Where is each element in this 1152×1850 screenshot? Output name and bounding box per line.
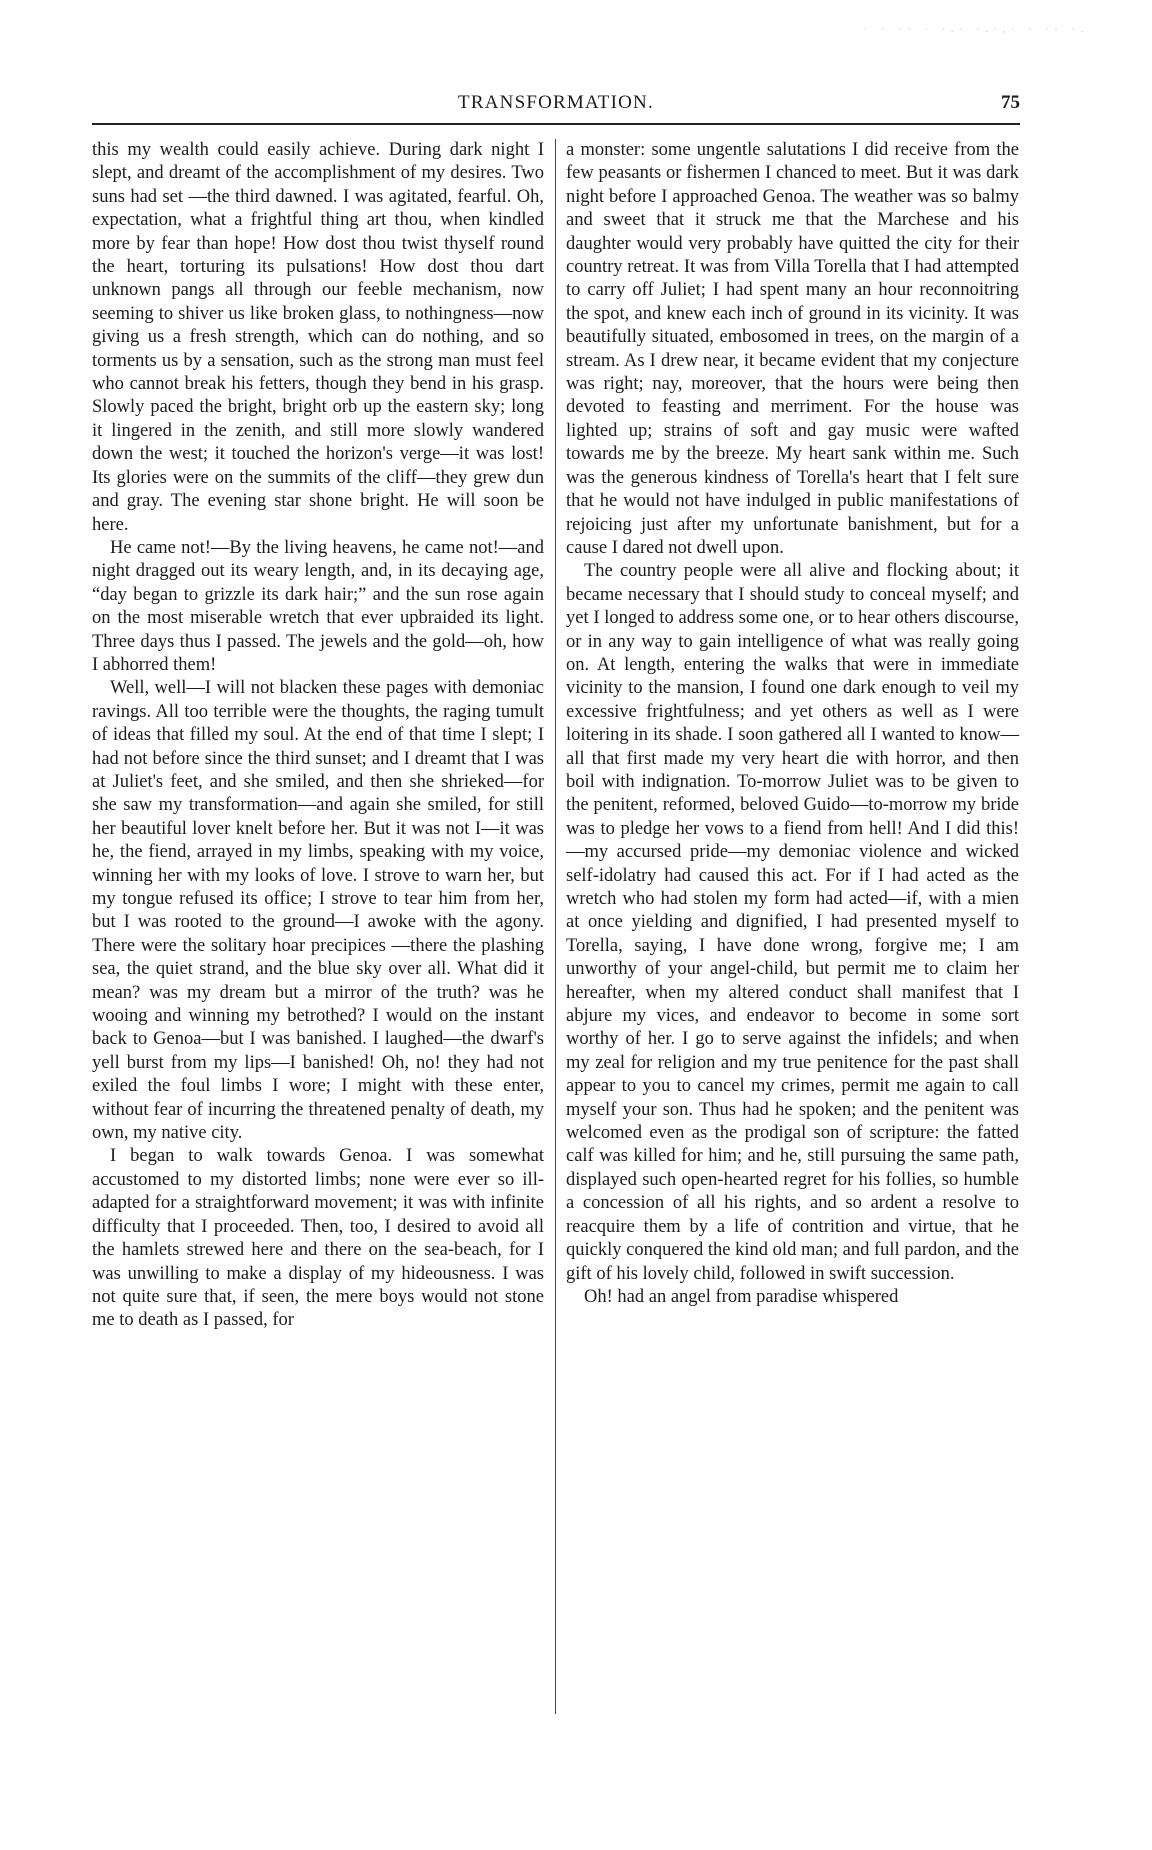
page-number: 75 xyxy=(1001,92,1020,113)
running-title: TRANSFORMATION. xyxy=(458,92,654,113)
paragraph: I began to walk towards Genoa. I was somewhat accustomed to my distorted limbs; none were ever so ill-adapted for a straightforward movement; it was with infinite difficulty that I proceeded. Then, too, I desired to avoid all the hamlets strewed here and there on the sea-beach, for I was unwilling to make a display of my hideousness. I was not quite sure that, if seen, the mere boys would not stone me to death as I passed, for xyxy=(92,1146,544,1331)
paragraph: He came not!—By the living heavens, he came not!—and night dragged out its weary length, and, in its decaying age, “day began to grizzle its dark hair;” and the sun rose again on the most miserable wretch that ever upbraided its light. Three days thus I passed. The jewels and the gold—oh, how I abhorred them! xyxy=(92,537,544,675)
page-header xyxy=(92,92,1020,120)
header-rule xyxy=(92,123,1020,125)
right-column xyxy=(566,139,1019,1309)
left-column xyxy=(92,139,544,1333)
paragraph: this my wealth could easily achieve. During dark night I slept, and dreamt of the accomplishment of my desires. Two suns had set —the third dawned. I was agitated, fearful. Oh, expectation, what a frightful thing art thou, when kindled more by fear than hope! How dost thou twist thyself round the heart, torturing its pulsations! How dost thou dart unknown pangs all through our feeble mechanism, now seeming to shiver us like broken glass, to nothingness—now giving us a fresh strength, which can do nothing, and so torments us by a sensation, such as the strong man must feel who cannot break his fetters, though they bend in his grasp. Slowly paced the bright, bright orb up the eastern sky; long it lingered in the zenith, and still more slowly wandered down the west; it touched the horizon's verge—it was lost! Its glories were on the summits of the cliff—they grew dun and gray. The evening star shone bright. He will soon be here. xyxy=(92,140,544,535)
paragraph: Oh! had an angel from paradise whispered xyxy=(584,1286,899,1307)
paragraph: a monster: some ungentle salutations I did receive from the few peasants or fishermen I chanced to meet. But it was dark night before I approached Genoa. The weather was so balmy and sweet that it struck me that the Marchese and his daughter would very probably have quitted the city for their country retreat. It was from Villa Torella that I had attempted to carry off Juliet; I had spent many an hour reconnoitring the spot, and knew each inch of ground in its vicinity. It was beautifully situated, embosomed in trees, on the margin of a stream. As I drew near, it became evident that my conjecture was right; nay, moreover, that the hours were being then devoted to feasting and merriment. For the house was lighted up; strains of soft and gay music were wafted towards me by the breeze. My heart sank within me. Such was the generous kindness of Torella's heart that I felt sure that he would not have indulged in public manifestations of rejoicing just after my unfortunate banishment, but for a cause I dared not dwell upon. xyxy=(566,140,1019,558)
paragraph: Well, well—I will not blacken these pages with demoniac ravings. All too terrible were the thoughts, the raging tumult of ideas that filled my soul. At the end of that time I slept; I had not before since the third sunset; and I dreamt that I was at Juliet's feet, and she smiled, and then she shrieked—for she saw my transformation—and again she smiled, for still her beautiful lover knelt before her. But it was not I—it was he, the fiend, arrayed in my limbs, speaking with my voice, winning her with my looks of love. I strove to warn her, but my tongue refused its office; I strove to tear him from her, but I was rooted to the ground—I awoke with the agony. There were the solitary hoar precipices —there the plashing sea, the quiet strand, and the blue sky over all. What did it mean? was my dream but a mirror of the truth? was he wooing and winning my betrothed? I would on the instant back to Genoa—but I was banished. I laughed—the dwarf's yell burst from my lips—I banished! Oh, no! they had not exiled the foul limbs I wore; I might with these enter, without fear of incurring the threatened penalty of death, my own, my native city. xyxy=(92,678,544,1144)
paragraph: The country people were all alive and flocking about; it became necessary that I should study to conceal myself; and yet I longed to address some one, or to hear others discourse, or in any way to gain intelligence of what was really going on. At length, entering the walks that were in immediate vicinity to the mansion, I found one dark enough to veil my excessive frightfulness; and yet others as well as I were loitering in its shade. I soon gathered all I wanted to know—all that first made my very heart die with horror, and then boil with indignation. To-morrow Juliet was to be given to the penitent, reformed, beloved Guido—to-morrow my bride was to pledge her vows to a fiend from hell! And I did this!—my accursed pride—my demoniac violence and wicked self-idolatry had caused this act. For if I had acted as the wretch who had stolen my form had acted—if, with a mien at once yielding and dignified, I had presented myself to Torella, saying, I have done wrong, forgive me; I am unworthy of your angel-child, but permit me to claim her hereafter, when my altered conduct shall manifest that I abjure my vices, and endeavor to become in some sort worthy of her. I go to serve against the infidels; and when my zeal for religion and my true penitence for the past shall appear to you to cancel my crimes, permit me again to call myself your son. Thus had he spoken; and the penitent was welcomed even as the prodigal son of scripture: the fatted calf was killed for him; and he, still pursuing the same path, displayed such open-hearted regret for his follies, so humble a concession of all his rights, and so ardent a resolve to reacquire them by a life of contrition and virtue, that he quickly conquered the kind old man; and full pardon, and the gift of his lovely child, followed in swift succession. xyxy=(566,561,1019,1284)
scan-speckles: · · ·· · ·.· ·.·,· · ·· ·. xyxy=(864,24,1089,34)
column-divider xyxy=(555,139,556,1714)
